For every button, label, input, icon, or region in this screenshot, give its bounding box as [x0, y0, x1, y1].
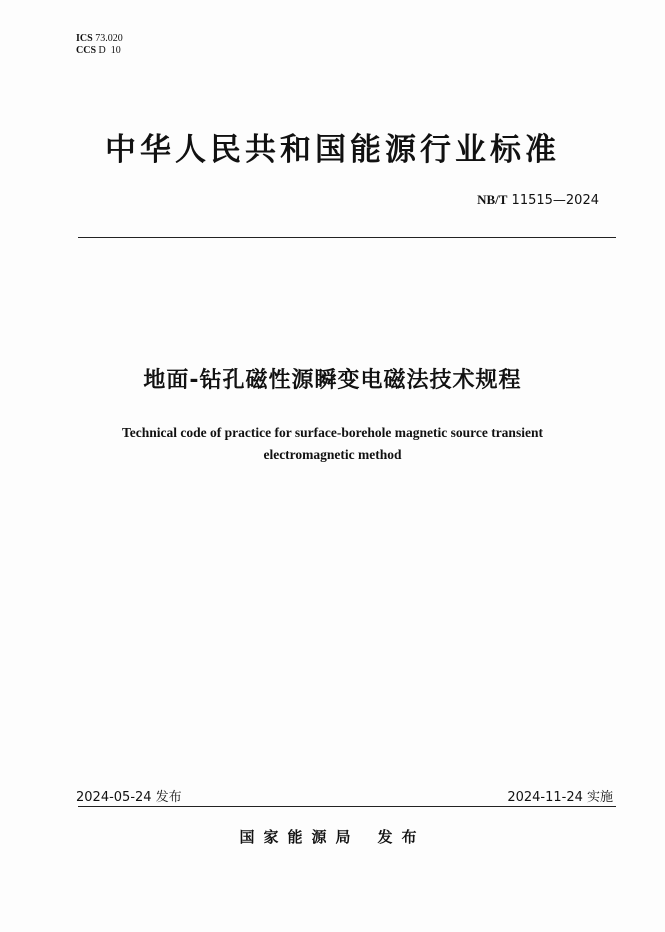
ics-label: ICS [76, 33, 93, 44]
publisher-action: 发布 [377, 828, 426, 846]
effective-date: 2024-11-24 实施 [507, 790, 613, 805]
ccs-value: D 10 [98, 45, 121, 56]
ccs-code [76, 45, 123, 57]
org-title: 中华人民共和国能源行业标准 [105, 132, 560, 168]
ics-value: 73.020 [95, 33, 123, 44]
classification-codes [76, 33, 123, 57]
title-english-line-1: Technical code of practice for surface-borehole magnetic source transient [122, 425, 543, 440]
standard-code: 11515—2024 [511, 193, 599, 208]
publisher-name: 国家能源局 [239, 828, 360, 846]
title-chinese: 地面-钻孔磁性源瞬变电磁法技术规程 [143, 368, 522, 393]
ccs-label: CCS [76, 45, 97, 56]
title-english-line-2: electromagnetic method [263, 447, 402, 462]
publish-date: 2024-05-24 发布 [76, 790, 182, 805]
title-english [0, 422, 665, 466]
ics-code [76, 33, 123, 45]
top-divider [78, 237, 616, 238]
standard-number [477, 192, 599, 208]
standard-prefix: NB/T [477, 192, 508, 207]
bottom-divider [78, 806, 616, 807]
publisher [0, 826, 665, 847]
